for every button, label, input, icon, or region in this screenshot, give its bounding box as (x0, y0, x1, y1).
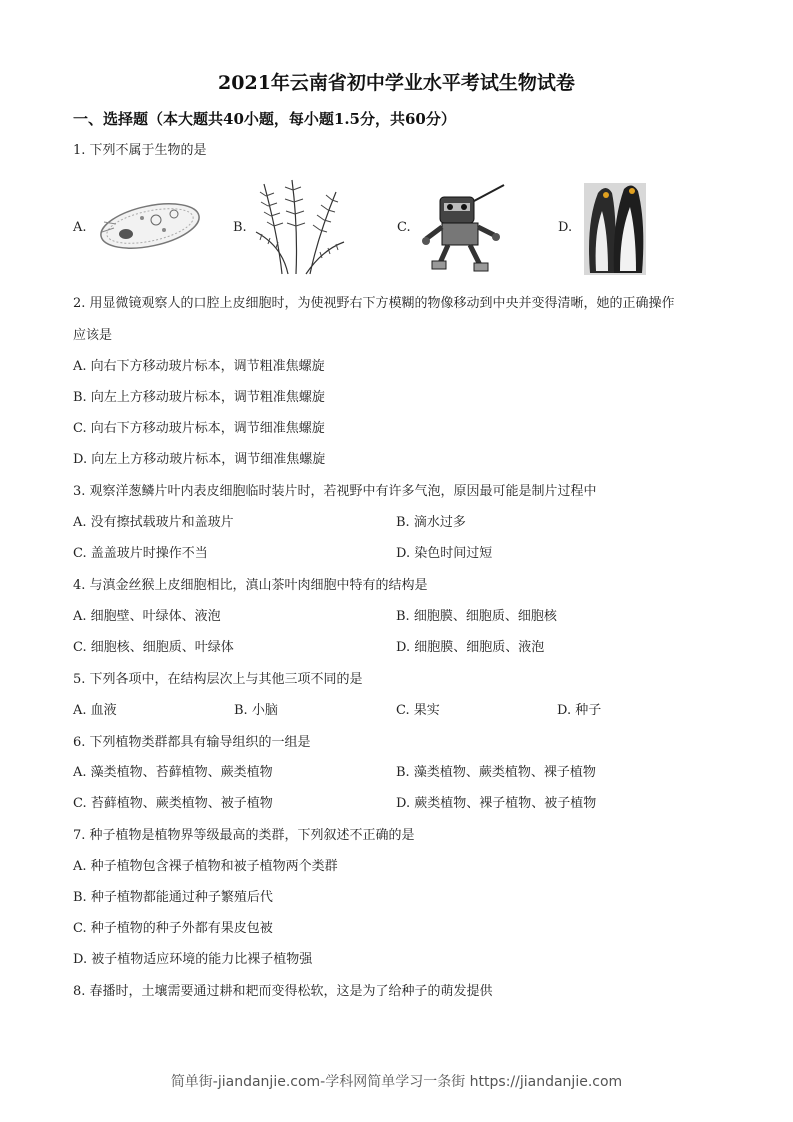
q6-option-a: A. 藻类植物、苔藓植物、蕨类植物 (73, 765, 273, 780)
q6-option-c: C. 苔藓植物、蕨类植物、被子植物 (73, 796, 273, 811)
q7-stem: 7. 种子植物是植物界等级最高的类群，下列叙述不正确的是 (73, 828, 415, 843)
q5-stem: 5. 下列各项中，在结构层次上与其他三项不同的是 (73, 672, 363, 687)
q2-option-c: C. 向右下方移动玻片标本，调节细准焦螺旋 (73, 421, 325, 436)
q5-option-c: C. 果实 (396, 703, 440, 718)
paramecium-image (94, 188, 206, 264)
q1-option-c-label: C. (397, 220, 411, 235)
q5-option-d: D. 种子 (557, 703, 602, 718)
q4-option-c: C. 细胞核、细胞质、叶绿体 (73, 640, 234, 655)
penguins-image (584, 183, 646, 279)
q8-stem: 8. 春播时，土壤需要通过耕和耙而变得松软，这是为了给种子的萌发提供 (73, 984, 493, 999)
q3-option-d: D. 染色时间过短 (396, 546, 493, 561)
q4-option-b: B. 细胞膜、细胞质、细胞核 (396, 609, 557, 624)
q2-stem-line2: 应该是 (73, 328, 113, 343)
q5-option-a: A. 血液 (73, 703, 117, 718)
page-title: 2021年云南省初中学业水平考试生物试卷 (218, 72, 575, 94)
q2-stem-line1: 2. 用显微镜观察人的口腔上皮细胞时，为使视野右下方模糊的物像移动到中央并变得清晰，她的正确操作 (73, 296, 675, 311)
q7-option-d: D. 被子植物适应环境的能力比裸子植物强 (73, 952, 313, 967)
q1-stem: 1. 下列不属于生物的是 (73, 143, 207, 158)
footer-watermark: 简单街-jiandanjie.com-学科网简单学习一条街 https://jiandanjie.com (170, 1074, 623, 1090)
q7-option-b: B. 种子植物都能通过种子繁殖后代 (73, 890, 273, 905)
q4-option-d: D. 细胞膜、细胞质、液泡 (396, 640, 545, 655)
q1-option-d-label: D. (558, 220, 573, 235)
q4-stem: 4. 与滇金丝猴上皮细胞相比，滇山茶叶肉细胞中特有的结构是 (73, 578, 428, 593)
q3-option-b: B. 滴水过多 (396, 515, 466, 530)
q2-option-d: D. 向左上方移动玻片标本，调节细准焦螺旋 (73, 452, 326, 467)
q2-option-a: A. 向右下方移动玻片标本，调节粗准焦螺旋 (73, 359, 325, 374)
robot-image (418, 183, 510, 279)
q2-option-b: B. 向左上方移动玻片标本，调节粗准焦螺旋 (73, 390, 325, 405)
q1-option-b-label: B. (233, 220, 247, 235)
fern-image (252, 176, 348, 280)
q6-stem: 6. 下列植物类群都具有输导组织的一组是 (73, 735, 311, 750)
q3-option-c: C. 盖盖玻片时操作不当 (73, 546, 208, 561)
q3-stem: 3. 观察洋葱鳞片叶内表皮细胞临时装片时，若视野中有许多气泡，原因最可能是制片过程中 (73, 484, 597, 499)
q5-option-b: B. 小脑 (234, 703, 278, 718)
q3-option-a: A. 没有擦拭载玻片和盖玻片 (73, 515, 234, 530)
q7-option-a: A. 种子植物包含裸子植物和被子植物两个类群 (73, 859, 338, 874)
section-heading: 一、选择题（本大题共40小题，每小题1.5分，共60分） (73, 110, 456, 128)
q6-option-b: B. 藻类植物、蕨类植物、裸子植物 (396, 765, 596, 780)
q7-option-c: C. 种子植物的种子外都有果皮包被 (73, 921, 273, 936)
q1-option-a-label: A. (73, 220, 87, 235)
q4-option-a: A. 细胞壁、叶绿体、液泡 (73, 609, 221, 624)
q6-option-d: D. 蕨类植物、裸子植物、被子植物 (396, 796, 597, 811)
